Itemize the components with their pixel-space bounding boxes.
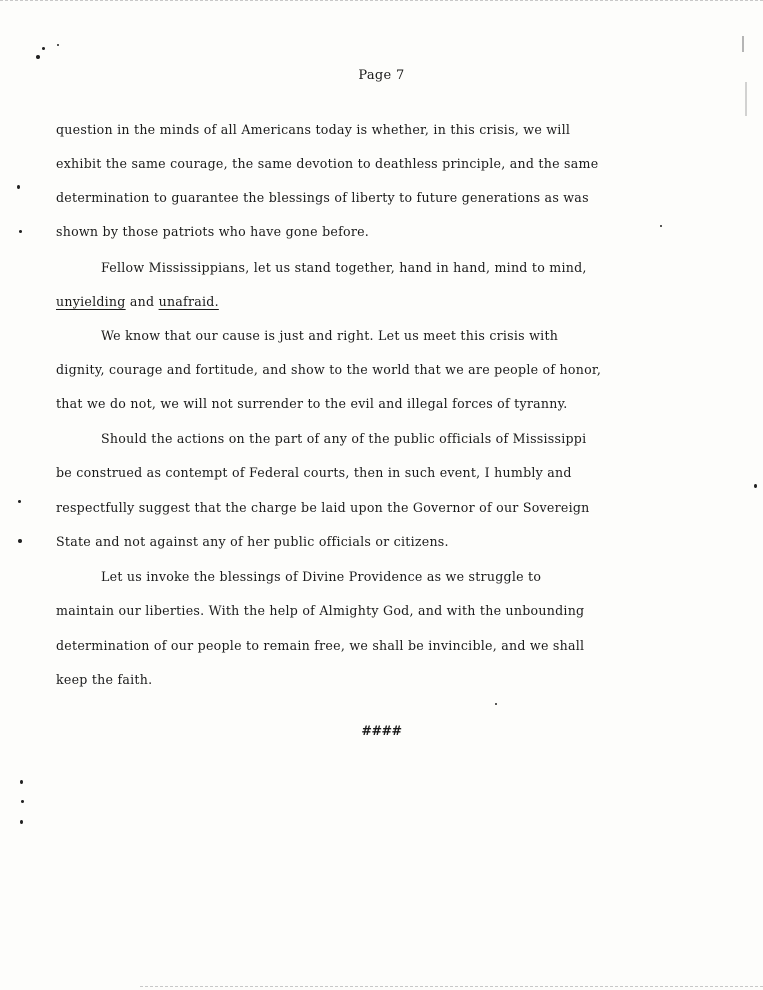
paragraph-2-line-1: Fellow Mississippians, let us stand together, hand in hand, mind to mind, [101,260,587,275]
scan-speck [19,230,22,233]
scan-speck [20,820,23,824]
top-border [0,0,763,1]
scan-speck [20,780,23,784]
scan-speck [36,55,40,59]
paragraph-2-line-2 [56,294,219,310]
paragraph-4-line-2: be construed as contempt of Federal courts, then in such event, I humbly and [56,465,572,480]
paragraph-5-line-1: Let us invoke the blessings of Divine Providence as we struggle to [101,569,542,584]
paragraph-1-line-3: determination to guarantee the blessings of liberty to future generations as was [56,190,589,205]
underlined-word: unafraid. [158,294,219,309]
paragraph-1-line-1: question in the minds of all Americans today is whether, in this crisis, we will [56,122,571,137]
page-number: Page 7 [358,68,405,83]
end-mark: #### [361,723,402,738]
scan-speck [57,44,59,46]
scan-speck [660,225,662,227]
scan-speck [18,539,22,543]
paragraph-5-line-3: determination of our people to remain free, we shall be invincible, and we shall [56,638,585,653]
conjunction-word: and [129,294,155,309]
scan-smudge [742,36,744,52]
scan-speck [21,800,24,803]
paragraph-3-line-2: dignity, courage and fortitude, and show to the world that we are people of honor, [56,362,602,377]
paragraph-1-line-2: exhibit the same courage, the same devotion to deathless principle, and the same [56,156,599,171]
scan-speck [18,500,21,503]
scan-speck [495,703,497,705]
paragraph-3-line-1: We know that our cause is just and right. Let us meet this crisis with [101,328,559,343]
paragraph-4-line-4: State and not against any of her public officials or citizens. [56,534,449,549]
underlined-word: unyielding [56,294,126,309]
bottom-border [140,986,763,987]
scan-speck [754,484,757,488]
paragraph-3-line-3: that we do not, we will not surrender to the evil and illegal forces of tyranny. [56,396,568,411]
paragraph-5-line-2: maintain our liberties. With the help of Almighty God, and with the unbounding [56,603,585,618]
paragraph-4-line-1: Should the actions on the part of any of the public officials of Mississippi [101,431,587,446]
paragraph-1-line-4: shown by those patriots who have gone before. [56,224,370,239]
scan-speck [42,47,45,50]
scan-smudge [745,82,747,116]
scan-speck [17,185,20,189]
paragraph-5-line-4: keep the faith. [56,672,153,687]
paragraph-4-line-3: respectfully suggest that the charge be laid upon the Governor of our Sovereign [56,500,590,515]
